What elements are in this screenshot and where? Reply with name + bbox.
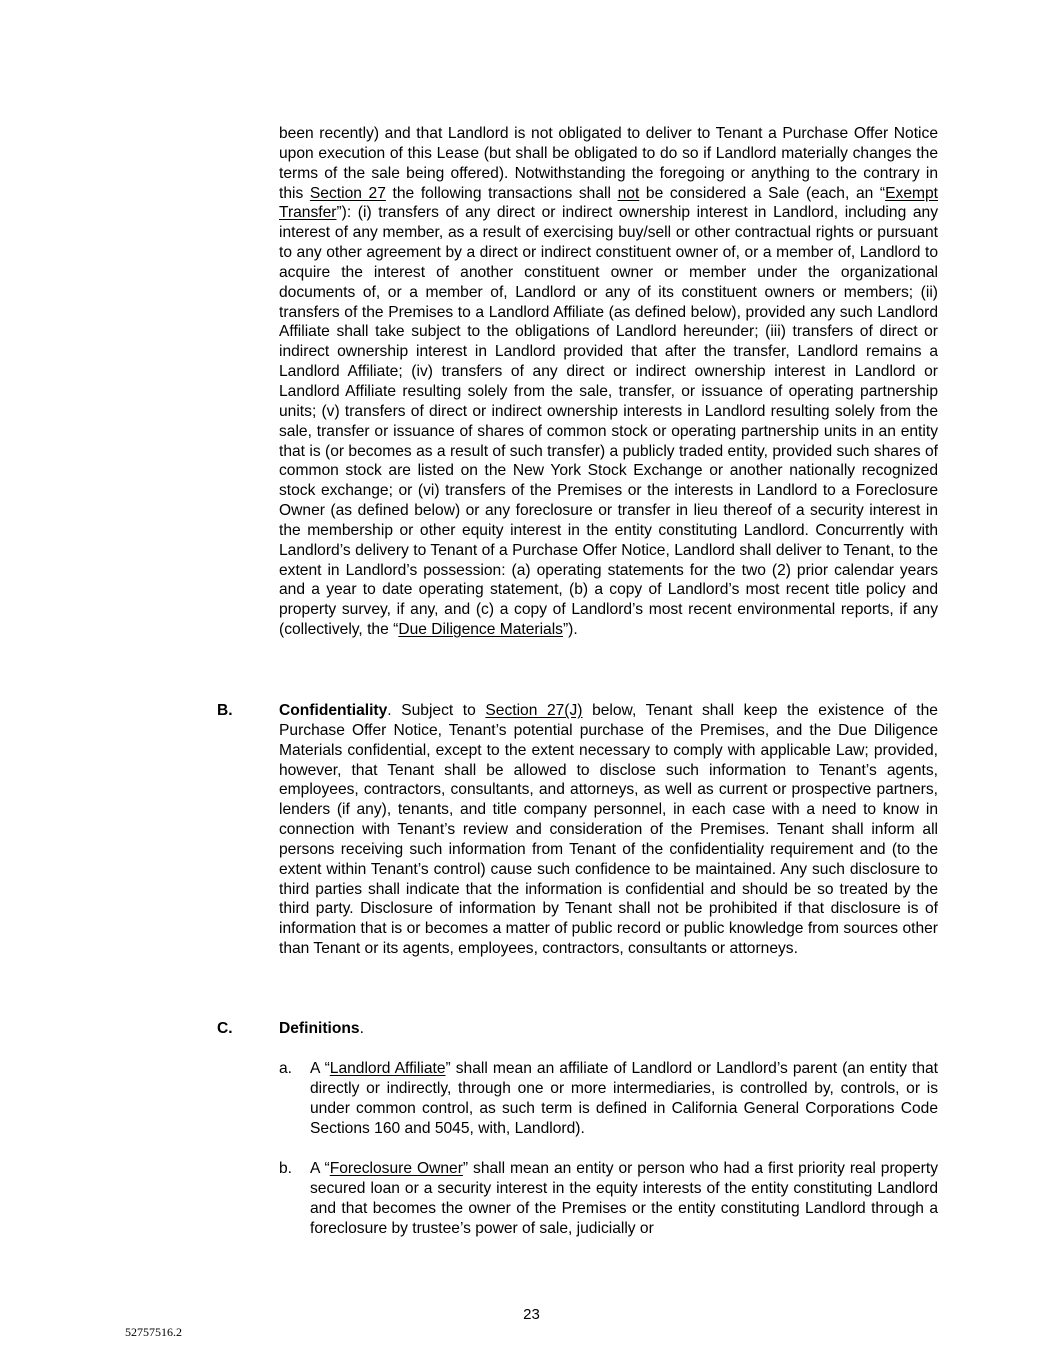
text-run: A “ xyxy=(310,1160,330,1177)
section-b-letter: B. xyxy=(217,702,233,719)
text-run: been recently) and that Landlord is not obligated to deliver to Tenant a Purchase Offer Notice upon execution of this Lease (but shall be obligated to do so if Landlord materially changes the terms of the sale being offered). Notwithstanding the foregoing or anything to the contrary in this xyxy=(279,125,938,202)
item-a-paragraph xyxy=(310,1059,938,1138)
section-c-letter: C. xyxy=(217,1020,233,1037)
text-run: . Subject to xyxy=(387,702,486,719)
defined-term-due-diligence-materials: Due Diligence Materials xyxy=(398,621,563,639)
text-run: ”): (i) transfers of any direct or indirect ownership interest in Landlord, including any interest of any member, as a result of exercising buy/sell or other contractual rights or pursuant to any other agreement by a direct or indirect constituent owner of, or a member of, Landlord to acquire the interest of another constituent owner or member under the organizational documents of, or a member of, Landlord or any of its constituent owners or members; (ii) transfers of the Premises to a Landlord Affiliate (as defined below), provided any such Landlord Affiliate shall take subject to the obligations of Landlord hereunder; (iii) transfers of direct or indirect ownership interest in Landlord provided that after the transfer, Landlord remains a Landlord Affiliate; (iv) transfers of any direct or indirect ownership interest in Landlord or Landlord Affiliate resulting solely from the sale, transfer, or issuance of operating partnership units; (v) transfers of direct or indirect ownership interests in Landlord resulting solely from the sale, transfer or issuance of shares of common stock or operating partnership units in an entity that is (or becomes as a result of such transfer) a publicly traded entity, provided such shares of common stock are listed on the New York Stock Exchange or another nationally recognized stock exchange; or (vi) transfers of the Premises or the interests in Landlord to a Foreclosure Owner (as defined below) or any foreclosure or transfer in lieu thereof of a security interest in the membership or other equity interest in the entity constituting Landlord. Concurrently with Landlord’s delivery to Tenant of a Purchase Offer Notice, Landlord shall deliver to Tenant, to the extent in Landlord’s possession: (a) operating statements for the two (2) prior calendar years and a year to date operating statement, (b) a copy of Landlord’s most recent title policy and property survey, if any, and (c) a copy of Landlord’s most recent environmental reports, if any (collectively, the “ xyxy=(279,204,938,639)
defined-term-exempt-transfer: Exempt Transfer xyxy=(279,184,938,222)
item-b-label: b. xyxy=(279,1160,293,1177)
section-27-reference: Section 27 xyxy=(309,184,386,202)
text-run: ” shall mean an affiliate of Landlord or Landlord’s parent (an entity that directly or indirectly, through one or more intermediaries, is controlled by, controls, or is under common control, as such term is defined in California General Corporations Code Sections 160 and 5045, with, Landlord). xyxy=(310,1060,938,1137)
text-run: A “ xyxy=(310,1060,330,1077)
text-run: below, Tenant shall keep the existence of the Purchase Offer Notice, Tenant’s potential purchase of the Premises, and the Due Diligence Materials confidential, except to the extent necessary to comply with applicable Law; provided, however, that Tenant shall be allowed to disclose such information to Tenant’s agents, employees, contractors, consultants, and attorneys, as well as current or prospective partners, lenders (if any), tenants, and title company personnel, in each case with a need to know in connection with Tenant’s review and consideration of the Premises. Tenant shall inform all persons receiving such information from Tenant of the confidentiality requirement and (to the extent within Tenant’s control) cause such confidence to be maintained. Any such disclosure to third parties shall indicate that the information is confidential and should be so treated by the third party. Disclosure of information by Tenant shall not be prohibited if that disclosure is of information that is or becomes a matter of public record or public knowledge from sources other than Tenant or its agents, employees, contractors, consultants or attorneys. xyxy=(279,702,938,958)
section-27j-reference: Section 27(J) xyxy=(485,702,583,719)
item-a-label: a. xyxy=(279,1060,293,1077)
text-run: the following transactions shall xyxy=(385,184,618,202)
text-run: ”). xyxy=(562,621,578,639)
defined-term-foreclosure-owner: Foreclosure Owner xyxy=(329,1160,463,1177)
page-number: 23 xyxy=(523,1306,540,1323)
emphasis-not: not xyxy=(617,184,640,202)
section-c-heading xyxy=(279,1019,938,1039)
text-run: . xyxy=(359,1020,364,1037)
item-b-paragraph xyxy=(310,1159,938,1238)
text-run: ” shall mean an entity or person who had a first priority real property secured loan or a security interest in the equity interests of the entity constituting Landlord and that becomes the owner of the Premises or the entity constituting Landlord through a foreclosure by trustee’s power of sale, judicially or xyxy=(310,1160,938,1237)
section-b-title: Confidentiality xyxy=(279,702,388,719)
defined-term-landlord-affiliate: Landlord Affiliate xyxy=(329,1060,446,1077)
paragraph-continuation xyxy=(279,124,938,640)
section-c-title: Definitions xyxy=(279,1020,360,1037)
section-b-paragraph xyxy=(279,701,938,959)
document-id: 52757516.2 xyxy=(125,1325,182,1339)
text-run: be considered a Sale (each, an “ xyxy=(639,184,886,202)
